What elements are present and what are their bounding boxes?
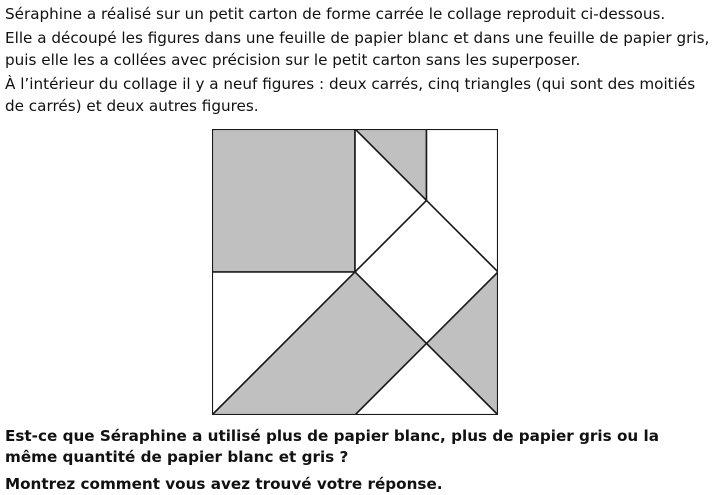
question-instruction: Montrez comment vous avez trouvé votre réponse.	[5, 475, 443, 493]
collage-svg	[212, 129, 498, 415]
gray-square	[212, 129, 355, 272]
question-block	[5, 426, 711, 495]
intro-paragraph-2: Elle a découpé les figures dans une feuille de papier blanc et dans une feuille de papier gris, puis elle les a collées avec précision sur le petit carton sans les superposer.	[5, 29, 710, 69]
collage-figure	[212, 129, 498, 415]
question-text: Est-ce que Séraphine a utilisé plus de papier blanc, plus de papier gris ou la même quantité de papier blanc et gris ?	[5, 427, 659, 466]
intro-text	[5, 3, 711, 119]
intro-paragraph-1: Séraphine a réalisé sur un petit carton de forme carrée le collage reproduit ci-dessous.	[5, 5, 666, 23]
intro-paragraph-3: À l’intérieur du collage il y a neuf figures : deux carrés, cinq triangles (qui sont des moitiés de carrés) et deux autres figures.	[5, 75, 696, 115]
